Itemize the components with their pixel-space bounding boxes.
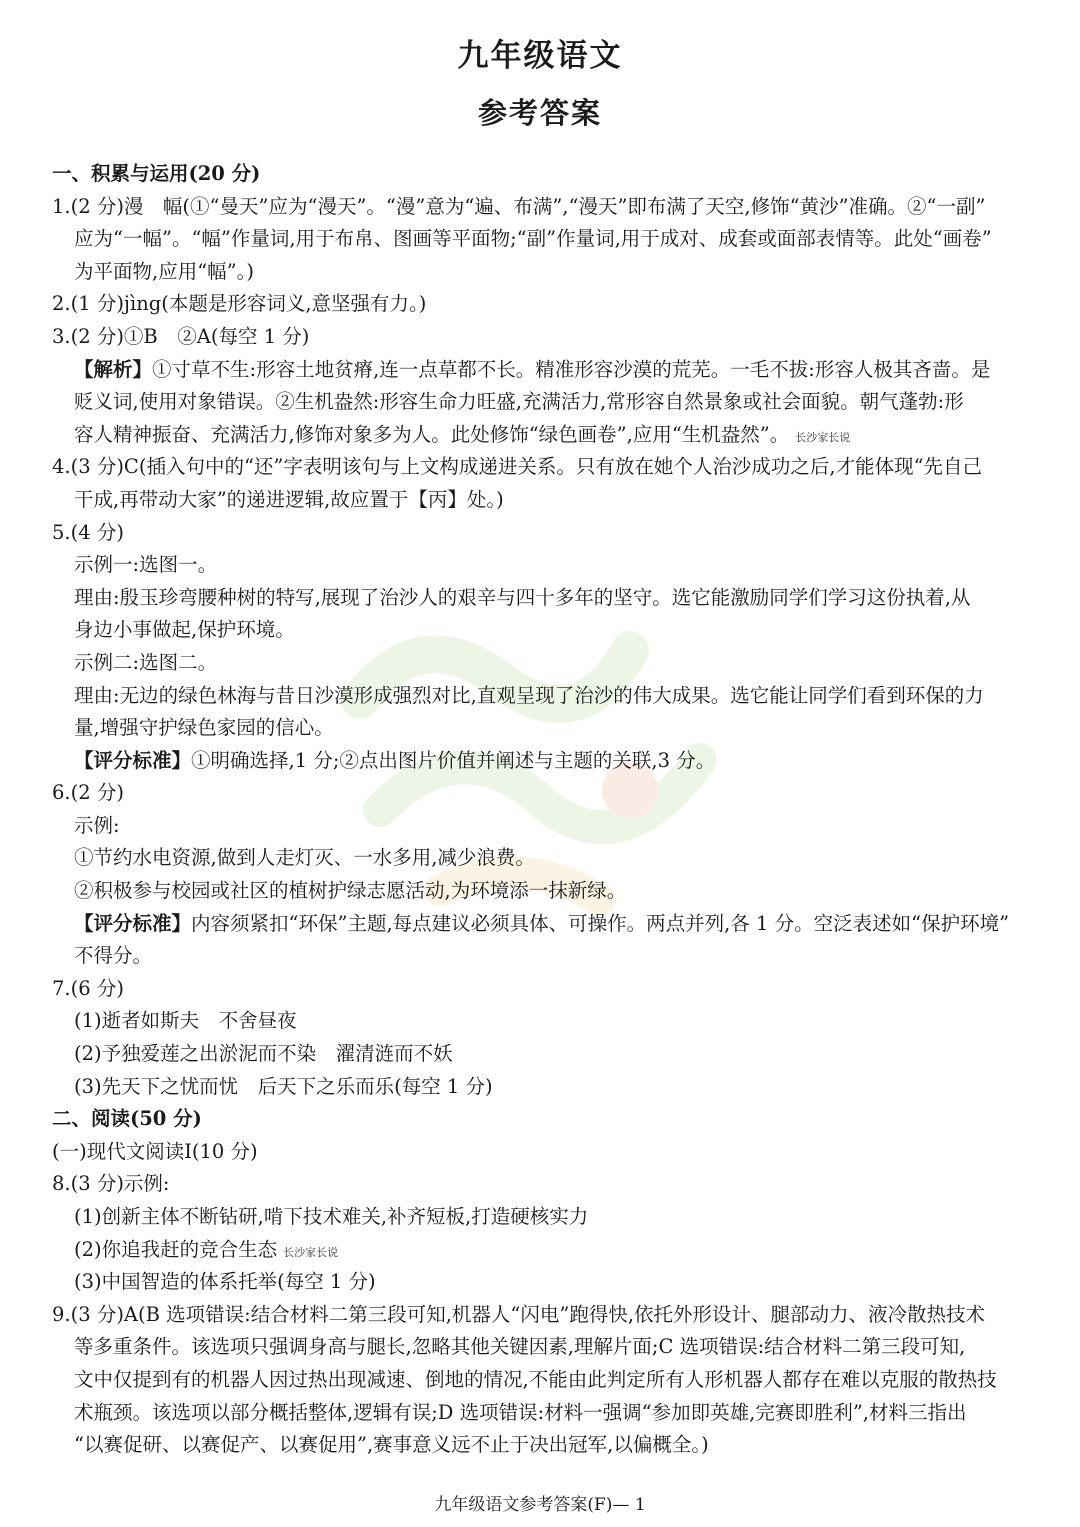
q5-line: 5.(4 分) [52, 520, 124, 544]
q5-example-1: 示例一:选图一。 [74, 553, 218, 577]
q3-analysis-line-2: 贬义词,使用对象错误。②生机盎然:形容生命力旺盛,充满活力,常形容自然景象或社会面貌。朝气蓬勃:形 [74, 390, 964, 414]
scoring-tag: 【评分标准】 [74, 911, 192, 935]
q5-reason-2b: 量,增强守护绿色家园的信心。 [74, 716, 334, 740]
q6-example-label: 示例: [74, 813, 120, 837]
q6-line: 6.(2 分) [52, 781, 124, 805]
q9-line-2: 等多重条件。该选项只强调身高与腿长,忽略其他关键因素,理解片面;C 选项错误:结合材料二第三段可知, [74, 1335, 966, 1359]
source-note: 长沙家长说 [795, 430, 851, 444]
analysis-text: ①寸草不生:形容土地贫瘠,连一点草都不长。精准形容沙漠的荒芜。一毛不拔:形容人极其吝啬。是 [152, 357, 991, 381]
q8-item-2 [52, 1234, 1036, 1267]
analysis-text: 容人精神振奋、充满活力,修饰对象多为人。此处修饰“绿色画卷”,应用“生机盎然”。 [74, 422, 790, 446]
q6-item-2: ②积极参与校园或社区的植树护绿志愿活动,为环境添一抹新绿。 [74, 879, 627, 903]
q1-line-3: 为平面物,应用“幅”。) [74, 259, 254, 283]
scoring-tag: 【评分标准】 [74, 748, 192, 772]
source-note: 长沙家长说 [283, 1245, 339, 1259]
q7-line: 7.(6 分) [52, 976, 124, 1000]
scoring-text: ①明确选择,1 分;②点出图片价值并阐述与主题的关联,3 分。 [191, 748, 716, 772]
q9-line-5: “以赛促研、以赛促产、以赛促用”,赛事意义远不止于决出冠军,以偏概全。) [74, 1433, 709, 1457]
q9-line-4: 术瓶颈。该选项以部分概括整体,逻辑有误;D 选项错误:材料一强调“参加即英雄,完赛即胜利”,材料三指出 [74, 1400, 967, 1424]
q5-reason-2a: 理由:无边的绿色林海与昔日沙漠形成强烈对比,直观呈现了治沙的伟大成果。选它能让同学们看到环保的力 [74, 683, 984, 707]
q9-line-1: 9.(3 分)A(B 选项错误:结合材料二第三段可知,机器人“闪电”跑得快,依托外形设计、腿部动力、液冷散热技术 [52, 1302, 986, 1326]
q5-example-2: 示例二:选图二。 [74, 650, 218, 674]
analysis-tag: 【解析】 [74, 357, 153, 381]
q3-analysis-line-1 [52, 354, 1036, 387]
q7-item-3: (3)先天下之忧而忧 后天下之乐而乐(每空 1 分) [74, 1074, 493, 1098]
q6-scoring-1 [52, 908, 1036, 941]
page-title: 九年级语文 [457, 38, 623, 74]
section-heading-2: 二、阅读(50 分) [52, 1107, 202, 1131]
q6-item-1: ①节约水电资源,做到人走灯灭、一水多用,减少浪费。 [74, 846, 535, 870]
q8-item-1: (1)创新主体不断钻研,啃下技术难关,补齐短板,打造硬核实力 [74, 1205, 589, 1228]
q5-scoring [52, 745, 1036, 778]
q4-line-2: 干成,再带动大家”的递进逻辑,故应置于【丙】处。) [74, 487, 504, 511]
q4-line-1: 4.(3 分)C(插入句中的“还”字表明该句与上文构成递进关系。只有放在她个人治沙成功之后,才能体现“先自己 [52, 455, 983, 479]
q7-item-2: (2)予独爱莲之出淤泥而不染 濯清涟而不妖 [74, 1042, 453, 1066]
q9-line-3: 文中仅提到有的机器人因过热出现减速、倒地的情况,不能由此判定所有人形机器人都存在难以克服的散热技 [74, 1367, 997, 1391]
q8-line: 8.(3 分)示例: [52, 1172, 170, 1196]
q3-line: 3.(2 分)①B ②A(每空 1 分) [52, 324, 310, 348]
q2-line: 2.(1 分)jìng(本题是形容词义,意坚强有力。) [52, 292, 427, 316]
subsection-heading: (一)现代文阅读Ⅰ(10 分) [52, 1139, 258, 1163]
q5-reason-1a: 理由:殷玉珍弯腰种树的特写,展现了治沙人的艰辛与四十多年的坚守。选它能激励同学们学习这份执着,从 [74, 585, 971, 609]
q3-analysis-line-3 [52, 419, 1036, 452]
q1-line-2: 应为“一幅”。“幅”作量词,用于布帛、图画等平面物;“副”作量词,用于成对、成套或面部表情等。此处“画卷” [74, 227, 992, 251]
page-footer: 九年级语文参考答案(F)— 1 [434, 1495, 646, 1515]
section-heading-1: 一、积累与运用(20 分) [52, 162, 261, 185]
q1-line-1: 1.(2 分)漫 幅(①“曼天”应为“漫天”。“漫”意为“遍、布满”,“漫天”即布满了天空,修饰“黄沙”准确。②“一副” [52, 194, 986, 218]
answer-body [52, 158, 1036, 1462]
scoring-text: 内容须紧扣“环保”主题,每点建议必须具体、可操作。两点并列,各 1 分。空泛表述如“保护环境” [191, 911, 1010, 935]
q8-item-2-text: (2)你追我赶的竞合生态 [74, 1237, 278, 1261]
q8-item-3: (3)中国智造的体系托举(每空 1 分) [74, 1270, 376, 1294]
q6-scoring-2: 不得分。 [74, 944, 153, 968]
q7-item-1: (1)逝者如斯夫 不舍昼夜 [74, 1009, 297, 1033]
page-subtitle: 参考答案 [477, 96, 602, 130]
q5-reason-1b: 身边小事做起,保护环境。 [74, 618, 295, 642]
